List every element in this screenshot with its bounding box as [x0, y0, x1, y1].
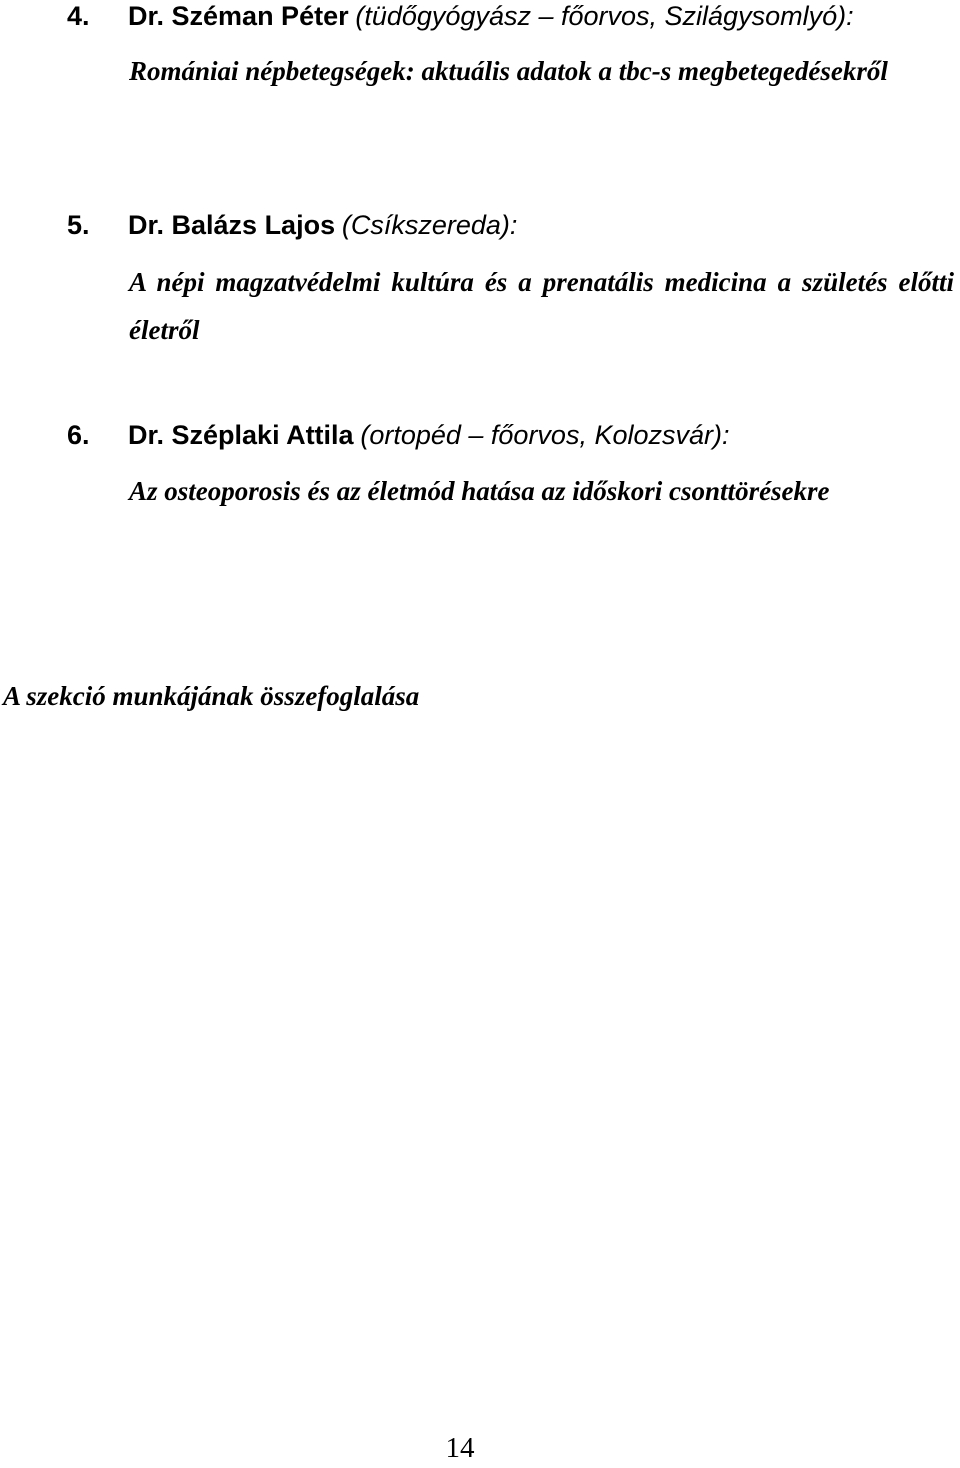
entry-5-title: A népi magzatvédelmi kultúra és a prenatális medicina a születés előtti életről: [129, 267, 954, 345]
entry-number: 6.: [67, 420, 90, 450]
speaker-affiliation: (tüdőgyógyász – főorvos, Szilágysomlyó):: [355, 1, 854, 31]
entry-5-header: [67, 209, 517, 241]
speaker-name: Dr. Balázs Lajos: [128, 210, 336, 240]
speaker-affiliation: (ortopéd – főorvos, Kolozsvár):: [360, 420, 730, 450]
section-summary-heading: A szekció munkájának összefoglalása: [3, 681, 420, 711]
entry-4-title: Romániai népbetegségek: aktuális adatok a tbc-s megbetegedésekről: [129, 56, 888, 86]
speaker-affiliation: (Csíkszereda):: [341, 210, 518, 240]
entry-4-header: [67, 0, 854, 32]
speaker-name: Dr. Széplaki Attila: [128, 420, 354, 450]
entry-6-header: [67, 419, 730, 451]
speaker-name: Dr. Széman Péter: [128, 1, 349, 31]
entry-number: 5.: [67, 210, 90, 240]
page-number: 14: [445, 1432, 475, 1464]
entry-number: 4.: [67, 1, 90, 31]
entry-6-title: Az osteoporosis és az életmód hatása az időskori csonttörésekre: [129, 476, 830, 506]
